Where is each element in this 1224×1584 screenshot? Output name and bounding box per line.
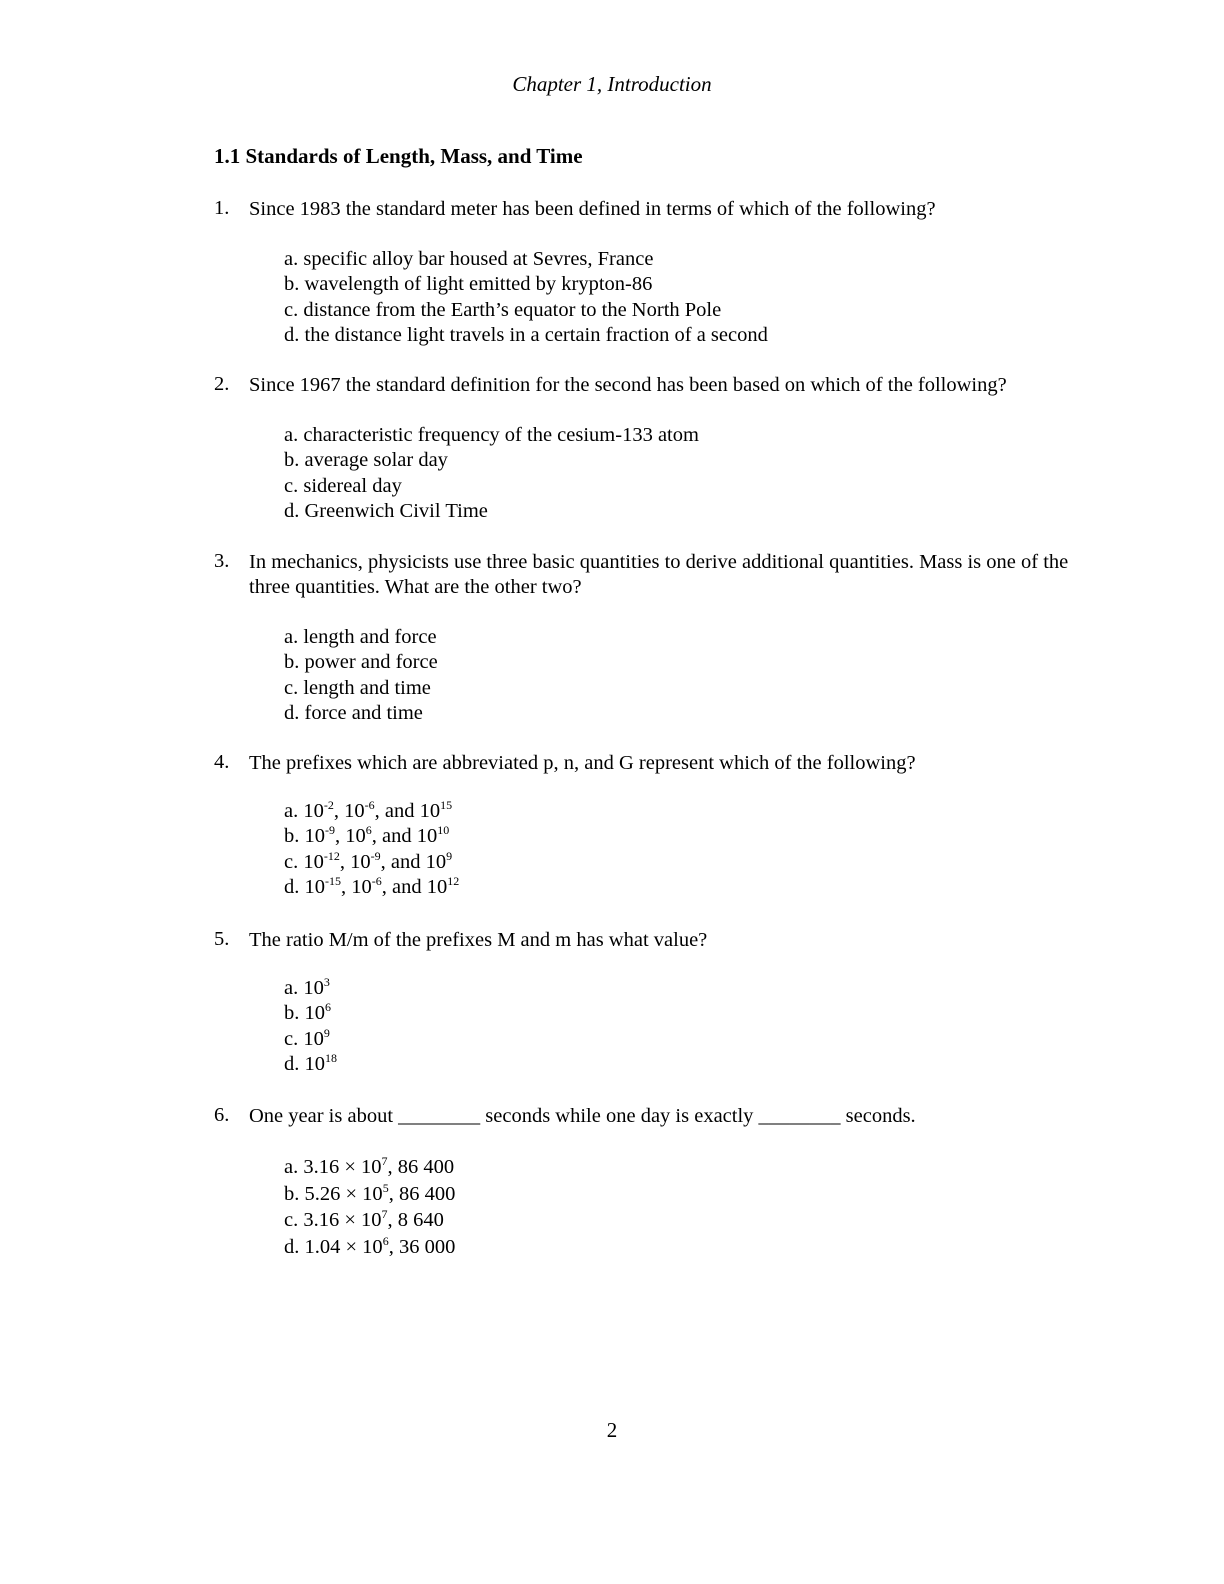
option-c: c. $10^{-12}$, $10^{-9}$, and $10^9$ bbox=[284, 848, 453, 873]
option-d: d. $10^{18}$ bbox=[284, 1050, 337, 1075]
options-list bbox=[284, 423, 699, 524]
question-number: 2. bbox=[214, 373, 230, 395]
option-a: a. $10^3$ bbox=[284, 975, 330, 999]
options-list bbox=[284, 1154, 455, 1260]
question-text: Since 1983 the standard meter has been defined in terms of which of the following? bbox=[249, 198, 936, 220]
option-d: d. $10^{-15}$, $10^{-6}$, and $10^{12}$ bbox=[284, 873, 460, 898]
chapter-header: Chapter 1, Introduction bbox=[512, 72, 712, 96]
question-text: The ratio M/m of the prefixes M and m has what value? bbox=[249, 929, 708, 951]
option-d: d. force and time bbox=[284, 701, 423, 724]
options-list bbox=[284, 799, 459, 900]
option-c: c. sidereal day bbox=[284, 474, 402, 497]
question-number: 1. bbox=[214, 197, 230, 219]
question-number: 6. bbox=[214, 1104, 230, 1126]
option-c: c. $10^9$ bbox=[284, 1025, 330, 1050]
question-number: 4. bbox=[214, 751, 230, 773]
options-list bbox=[284, 247, 768, 348]
options-list bbox=[284, 976, 337, 1077]
question-text: In mechanics, physicists use three basic quantities to derive additional quantities. Mass is one of the three quantities. What are the other two? bbox=[249, 551, 1069, 598]
option-a: a. length and force bbox=[284, 626, 437, 648]
option-b: b. average solar day bbox=[284, 449, 448, 472]
option-d: d. the distance light travels in a certain fraction of a second bbox=[284, 323, 768, 346]
option-b: b. $5.26 \times 10^5$, 86 400 bbox=[284, 1180, 456, 1205]
option-a: a. $3.16 \times 10^7$, 86 400 bbox=[284, 1154, 455, 1178]
option-b: b. $10^{-9}$, $10^6$, and $10^{10}$ bbox=[284, 823, 450, 848]
section-title: 1.1 Standards of Length, Mass, and Time bbox=[214, 144, 583, 168]
option-a: a. $10^{-2}$, $10^{-6}$, and $10^{15}$ bbox=[284, 798, 453, 822]
question-text: Since 1967 the standard definition for the second has been based on which of the following? bbox=[249, 374, 1007, 396]
option-b: b. wavelength of light emitted by krypton-86 bbox=[284, 273, 653, 296]
option-c: c. distance from the Earth’s equator to the North Pole bbox=[284, 298, 722, 321]
option-c: c. length and time bbox=[284, 676, 431, 699]
option-a: a. characteristic frequency of the cesium-133 atom bbox=[284, 424, 699, 446]
options-list bbox=[284, 625, 438, 726]
option-d: d. $1.04 \times 10^6$, 36 000 bbox=[284, 1233, 456, 1258]
option-b: b. power and force bbox=[284, 651, 438, 674]
question-text: One year is about ________ seconds while one day is exactly ________ seconds. bbox=[249, 1105, 916, 1127]
question-text: The prefixes which are abbreviated p, n, and G represent which of the following? bbox=[249, 752, 916, 774]
option-c: c. $3.16 \times 10^7$, 8 640 bbox=[284, 1207, 444, 1231]
option-a: a. specific alloy bar housed at Sevres, France bbox=[284, 248, 654, 270]
question-number: 5. bbox=[214, 928, 230, 950]
page-number: 2 bbox=[606, 1418, 618, 1442]
question-number: 3. bbox=[214, 550, 230, 572]
option-b: b. $10^6$ bbox=[284, 1000, 331, 1025]
option-d: d. Greenwich Civil Time bbox=[284, 499, 488, 522]
